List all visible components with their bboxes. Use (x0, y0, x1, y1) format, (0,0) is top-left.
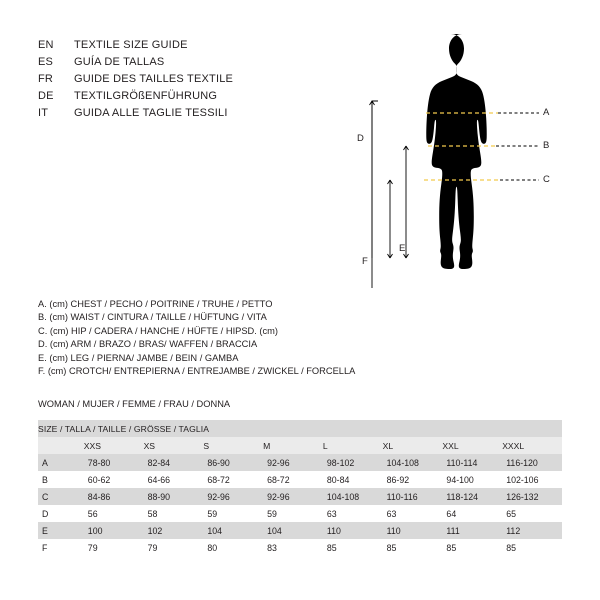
table-col-xxl: XXL (442, 437, 502, 454)
cell-e-xl: 110 (383, 522, 443, 539)
title-text-en: TEXTILE SIZE GUIDE (74, 39, 188, 51)
cell-b-xxl: 94-100 (442, 471, 502, 488)
title-lang-es: ES (38, 56, 54, 68)
title-lang-en: EN (38, 39, 54, 51)
cell-c-xs: 88-90 (144, 488, 204, 505)
figure-label-e: E (399, 243, 406, 254)
cell-d-xxxl: 65 (502, 505, 562, 522)
cell-c-xl: 110-116 (383, 488, 443, 505)
cell-c-l: 104-108 (323, 488, 383, 505)
cell-a-xxxl: 116-120 (502, 454, 562, 471)
table-row (38, 539, 562, 556)
title-row-de (38, 89, 338, 103)
row-label-c: C (38, 488, 84, 505)
cell-b-xs: 64-66 (144, 471, 204, 488)
table-col-s: S (203, 437, 263, 454)
cell-f-xxl: 85 (442, 539, 502, 556)
table-col-xxxl: XXXL (502, 437, 562, 454)
cell-e-s: 104 (203, 522, 263, 539)
row-label-a: A (38, 454, 84, 471)
title-row-it (38, 106, 338, 120)
table-col-m: M (263, 437, 323, 454)
table-title: SIZE / TALLA / TAILLE / GRÖSSE / TAGLIA (38, 420, 562, 437)
row-label-e: E (38, 522, 84, 539)
cell-a-l: 98-102 (323, 454, 383, 471)
table-row (38, 522, 562, 539)
row-label-b: B (38, 471, 84, 488)
figure-label-a: A (543, 107, 550, 118)
cell-f-m: 83 (263, 539, 323, 556)
cell-d-xl: 63 (383, 505, 443, 522)
cell-a-m: 92-96 (263, 454, 323, 471)
cell-c-xxxl: 126-132 (502, 488, 562, 505)
title-lang-it: IT (38, 107, 49, 119)
cell-b-s: 68-72 (203, 471, 263, 488)
cell-e-xs: 102 (144, 522, 204, 539)
title-row-en (38, 38, 338, 52)
cell-e-xxxl: 112 (502, 522, 562, 539)
cell-f-xl: 85 (383, 539, 443, 556)
size-table-wrap (38, 420, 562, 556)
cell-b-xl: 86-92 (383, 471, 443, 488)
legend-line-a: A. (cm) CHEST / PECHO / POITRINE / TRUHE / PETTO (38, 299, 273, 309)
row-label-d: D (38, 505, 84, 522)
cell-f-l: 85 (323, 539, 383, 556)
title-text-es: GUÍA DE TALLAS (74, 56, 165, 68)
figure-label-d: D (357, 133, 364, 144)
table-col-0 (38, 437, 84, 454)
cell-d-m: 59 (263, 505, 323, 522)
title-text-fr: GUIDE DES TAILLES TEXTILE (74, 73, 234, 85)
body-figure (350, 28, 575, 288)
legend-note: WOMAN / MUJER / FEMME / FRAU / DONNA (38, 399, 231, 409)
cell-b-xxxl: 102-106 (502, 471, 562, 488)
legend-line-f: F. (cm) CROTCH/ ENTREPIERNA / ENTREJAMBE / ZWICKEL / FORCELLA (38, 366, 356, 377)
table-col-xl: XL (383, 437, 443, 454)
cell-d-xxl: 64 (442, 505, 502, 522)
cell-f-xxxl: 85 (502, 539, 562, 556)
legend-line-d: D. (cm) ARM / BRAZO / BRAS/ WAFFEN / BRACCIA (38, 339, 258, 350)
cell-a-xl: 104-108 (383, 454, 443, 471)
legend-line-e: E. (cm) LEG / PIERNA/ JAMBE / BEIN / GAMBA (38, 352, 239, 363)
table-row (38, 488, 562, 505)
title-text-de: TEXTILGRÖßENFÜHRUNG (74, 90, 218, 102)
cell-c-xxs: 84-86 (84, 488, 144, 505)
size-table (38, 420, 562, 556)
legend-block (38, 298, 438, 378)
cell-a-xs: 82-84 (144, 454, 204, 471)
cell-d-l: 63 (323, 505, 383, 522)
cell-e-xxs: 100 (84, 522, 144, 539)
cell-a-xxl: 110-114 (442, 454, 502, 471)
cell-e-l: 110 (323, 522, 383, 539)
female-silhouette-icon (350, 28, 575, 288)
table-row (38, 454, 562, 471)
title-row-es (38, 55, 338, 69)
table-header-row (38, 437, 562, 454)
table-row (38, 471, 562, 488)
cell-f-xxs: 79 (84, 539, 144, 556)
cell-b-l: 80-84 (323, 471, 383, 488)
cell-b-xxs: 60-62 (84, 471, 144, 488)
cell-e-xxl: 111 (442, 522, 502, 539)
title-block (38, 38, 338, 123)
row-label-f: F (38, 539, 84, 556)
table-col-xxs: XXS (84, 437, 144, 454)
cell-a-s: 86-90 (203, 454, 263, 471)
title-lang-de: DE (38, 90, 54, 102)
cell-c-xxl: 118-124 (442, 488, 502, 505)
table-title-row (38, 420, 562, 437)
figure-label-c: C (543, 174, 550, 185)
table-col-l: L (323, 437, 383, 454)
title-lang-fr: FR (38, 73, 54, 85)
cell-b-m: 68-72 (263, 471, 323, 488)
cell-f-s: 80 (203, 539, 263, 556)
cell-d-xs: 58 (144, 505, 204, 522)
legend-line-b: B. (cm) WAIST / CINTURA / TAILLE / HÜFTUNG / VITA (38, 312, 267, 323)
table-row (38, 505, 562, 522)
cell-e-m: 104 (263, 522, 323, 539)
cell-d-s: 59 (203, 505, 263, 522)
figure-label-b: B (543, 140, 550, 151)
cell-c-m: 92-96 (263, 488, 323, 505)
title-row-fr (38, 72, 338, 86)
legend-line-c: C. (cm) HIP / CADERA / HANCHE / HÜFTE / HIPSD. (cm) (38, 325, 279, 336)
title-text-it: GUIDA ALLE TAGLIE TESSILI (74, 107, 228, 119)
cell-c-s: 92-96 (203, 488, 263, 505)
table-col-xs: XS (144, 437, 204, 454)
cell-f-xs: 79 (144, 539, 204, 556)
cell-a-xxs: 78-80 (84, 454, 144, 471)
figure-label-f: F (362, 256, 368, 267)
cell-d-xxs: 56 (84, 505, 144, 522)
